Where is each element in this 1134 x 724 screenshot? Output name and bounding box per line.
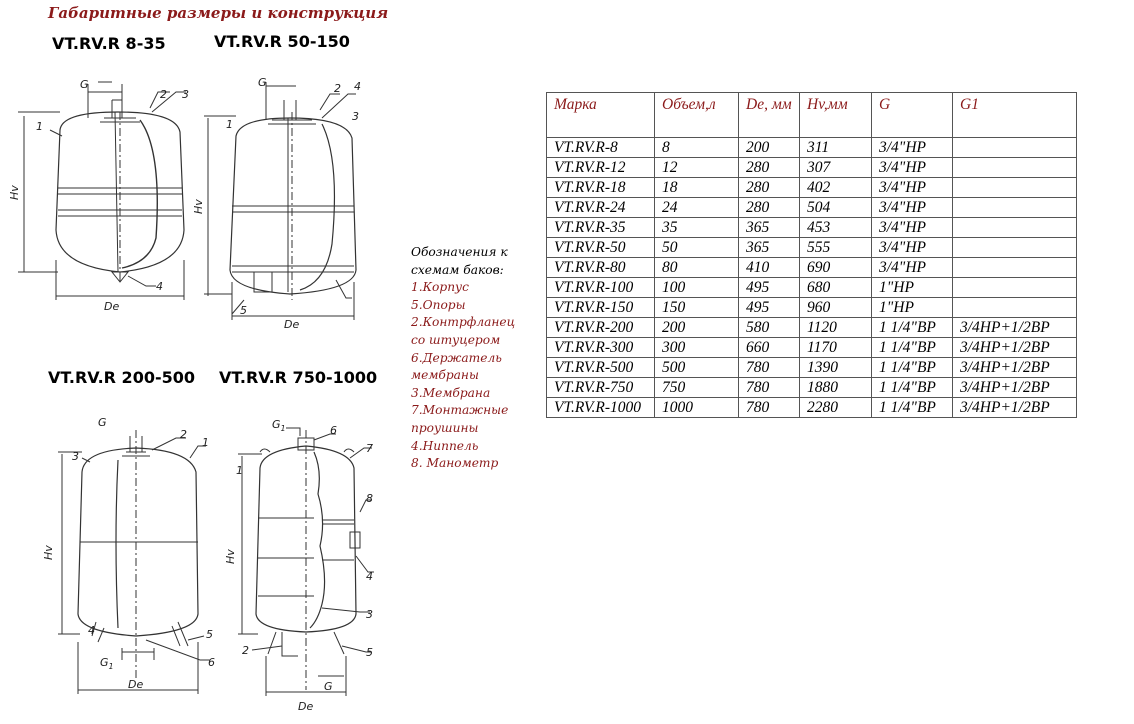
table-cell: 8: [655, 138, 739, 158]
table-row: [547, 398, 1077, 418]
table-cell: 300: [655, 338, 739, 358]
table-cell: 1120: [800, 318, 872, 338]
table-cell: 3/4НР+1/2ВР: [953, 378, 1077, 398]
table-cell: [953, 298, 1077, 318]
dim-de-3: De: [128, 678, 144, 691]
table-cell: 1880: [800, 378, 872, 398]
table-cell: 24: [655, 198, 739, 218]
table-cell: 311: [800, 138, 872, 158]
svg-text:5: 5: [206, 628, 213, 641]
table-cell: 780: [739, 378, 800, 398]
table-cell: 3/4"НР: [872, 258, 953, 278]
table-row: [547, 358, 1077, 378]
table-cell: 495: [739, 298, 800, 318]
table-cell: [953, 138, 1077, 158]
legend-item: 2.Контрфланец со штуцером: [411, 315, 516, 347]
table-cell: 3/4"НР: [872, 158, 953, 178]
dim-hv-4: Hv: [224, 549, 237, 564]
table-row: [547, 378, 1077, 398]
legend-item: 3.Мембрана: [411, 385, 491, 400]
table-cell: 150: [655, 298, 739, 318]
spec-table: [546, 92, 1077, 418]
dim-de-4: De: [298, 700, 314, 713]
table-cell: 280: [739, 158, 800, 178]
svg-text:5: 5: [366, 646, 373, 659]
table-cell: 307: [800, 158, 872, 178]
table-cell: 1 1/4"ВР: [872, 378, 953, 398]
col-header-g: G: [872, 93, 953, 138]
table-header-row: [547, 93, 1077, 138]
table-cell: 1170: [800, 338, 872, 358]
table-cell: 365: [739, 238, 800, 258]
table-row: [547, 338, 1077, 358]
table-cell: 555: [800, 238, 872, 258]
svg-text:3: 3: [366, 608, 373, 621]
table-cell: 3/4НР+1/2ВР: [953, 358, 1077, 378]
table-cell: 12: [655, 158, 739, 178]
col-header-de: De, мм: [739, 93, 800, 138]
svg-text:2: 2: [242, 644, 249, 657]
table-cell: 3/4"НР: [872, 138, 953, 158]
svg-text:5: 5: [240, 304, 247, 317]
table-cell: VT.RV.R-8: [547, 138, 655, 158]
table-cell: 1 1/4"ВР: [872, 318, 953, 338]
model-label-750-1000: VT.RV.R 750-1000: [219, 368, 378, 387]
table-cell: VT.RV.R-80: [547, 258, 655, 278]
table-cell: 780: [739, 398, 800, 418]
legend-item: 1.Корпус: [411, 280, 469, 295]
svg-text:4: 4: [88, 624, 95, 637]
table-row: [547, 298, 1077, 318]
model-label-50-150: VT.RV.R 50-150: [214, 32, 350, 51]
drawing-8-35: [8, 78, 189, 313]
table-cell: 660: [739, 338, 800, 358]
table-cell: 3/4НР+1/2ВР: [953, 318, 1077, 338]
table-cell: 200: [655, 318, 739, 338]
table-cell: 1 1/4"ВР: [872, 398, 953, 418]
legend-item: 5.Опоры: [411, 297, 466, 312]
dim-de-1: De: [104, 300, 120, 313]
dim-de-2: De: [284, 318, 300, 331]
dim-g1-4: $G_1$: [272, 418, 286, 433]
svg-text:1: 1: [36, 120, 43, 133]
table-cell: 18: [655, 178, 739, 198]
table-cell: 3/4"НР: [872, 218, 953, 238]
svg-text:8: 8: [366, 492, 373, 505]
table-cell: 3/4НР+1/2ВР: [953, 398, 1077, 418]
table-cell: 780: [739, 358, 800, 378]
table-cell: VT.RV.R-500: [547, 358, 655, 378]
drawing-200-500: [42, 416, 215, 694]
table-cell: [953, 158, 1077, 178]
table-cell: 402: [800, 178, 872, 198]
svg-text:3: 3: [72, 450, 79, 463]
table-cell: VT.RV.R-750: [547, 378, 655, 398]
col-header-model: Марка: [547, 93, 655, 138]
dim-g-2: G: [258, 76, 267, 89]
table-cell: 200: [739, 138, 800, 158]
table-cell: VT.RV.R-300: [547, 338, 655, 358]
svg-text:3: 3: [352, 110, 359, 123]
table-cell: VT.RV.R-50: [547, 238, 655, 258]
svg-text:1: 1: [202, 436, 209, 449]
table-cell: 2280: [800, 398, 872, 418]
table-cell: 3/4"НР: [872, 178, 953, 198]
table-cell: 1390: [800, 358, 872, 378]
table-cell: 1"НР: [872, 278, 953, 298]
table-cell: 750: [655, 378, 739, 398]
table-cell: [953, 198, 1077, 218]
table-cell: 100: [655, 278, 739, 298]
dim-hv-1: Hv: [8, 185, 21, 200]
table-cell: 500: [655, 358, 739, 378]
dim-g-1: G: [80, 78, 89, 91]
page-title: Габаритные размеры и конструкция: [48, 4, 389, 22]
model-label-200-500: VT.RV.R 200-500: [48, 368, 195, 387]
svg-text:3: 3: [182, 88, 189, 101]
col-header-g1: G1: [953, 93, 1077, 138]
table-row: [547, 318, 1077, 338]
table-body: [547, 138, 1077, 418]
table-row: [547, 278, 1077, 298]
table-cell: 3/4НР+1/2ВР: [953, 338, 1077, 358]
table-cell: VT.RV.R-12: [547, 158, 655, 178]
table-row: [547, 198, 1077, 218]
table-cell: VT.RV.R-200: [547, 318, 655, 338]
dim-g-4: G: [324, 680, 333, 693]
table-cell: 1 1/4"ВР: [872, 358, 953, 378]
table-cell: 365: [739, 218, 800, 238]
col-header-hv: Hv,мм: [800, 93, 872, 138]
legend-item: 4.Ниппель: [411, 438, 479, 453]
table-cell: 410: [739, 258, 800, 278]
table-row: [547, 238, 1077, 258]
table-cell: 690: [800, 258, 872, 278]
table-cell: VT.RV.R-18: [547, 178, 655, 198]
legend-item: 7.Монтажные проушины: [411, 403, 509, 435]
table-cell: [953, 218, 1077, 238]
table-cell: 3/4"НР: [872, 238, 953, 258]
col-header-volume: Объем,л: [655, 93, 739, 138]
svg-text:7: 7: [366, 442, 373, 455]
table-cell: 1000: [655, 398, 739, 418]
table-cell: 3/4"НР: [872, 198, 953, 218]
table-cell: 50: [655, 238, 739, 258]
table-row: [547, 178, 1077, 198]
legend-heading: Обозначения к схемам баков:: [411, 245, 508, 277]
table-cell: VT.RV.R-24: [547, 198, 655, 218]
table-cell: 453: [800, 218, 872, 238]
drawing-750-1000: [224, 418, 374, 713]
svg-text:6: 6: [208, 656, 215, 669]
table-row: [547, 138, 1077, 158]
dim-g-3: G: [98, 416, 107, 429]
svg-text:2: 2: [160, 88, 167, 101]
table-cell: [953, 258, 1077, 278]
table-cell: 1"НР: [872, 298, 953, 318]
model-label-8-35: VT.RV.R 8-35: [52, 34, 166, 53]
table-cell: [953, 178, 1077, 198]
table-cell: 960: [800, 298, 872, 318]
dim-hv-2: Hv: [192, 199, 205, 214]
table-cell: [953, 238, 1077, 258]
dim-g1-3: $G_1$: [100, 656, 114, 671]
svg-text:1: 1: [226, 118, 233, 131]
dim-hv-3: Hv: [42, 545, 55, 560]
table-cell: VT.RV.R-1000: [547, 398, 655, 418]
table-row: [547, 258, 1077, 278]
table-cell: 580: [739, 318, 800, 338]
table-cell: 35: [655, 218, 739, 238]
table-cell: VT.RV.R-35: [547, 218, 655, 238]
svg-text:1: 1: [236, 464, 243, 477]
table-row: [547, 218, 1077, 238]
table-cell: 495: [739, 278, 800, 298]
table-cell: 680: [800, 278, 872, 298]
legend: [411, 244, 526, 473]
svg-text:4: 4: [366, 570, 373, 583]
svg-text:2: 2: [334, 82, 341, 95]
table-cell: 1 1/4"ВР: [872, 338, 953, 358]
svg-text:6: 6: [330, 424, 337, 437]
table-cell: VT.RV.R-150: [547, 298, 655, 318]
table-row: [547, 158, 1077, 178]
svg-text:4: 4: [354, 80, 361, 93]
table-cell: 80: [655, 258, 739, 278]
table-cell: 280: [739, 178, 800, 198]
svg-text:2: 2: [180, 428, 187, 441]
table-cell: [953, 278, 1077, 298]
drawing-50-150: [192, 76, 361, 331]
legend-item: 6.Держатель мембраны: [411, 350, 502, 383]
table-cell: VT.RV.R-100: [547, 278, 655, 298]
table-cell: 504: [800, 198, 872, 218]
svg-text:4: 4: [156, 280, 163, 293]
legend-item: 8. Манометр: [411, 456, 499, 471]
table-cell: 280: [739, 198, 800, 218]
